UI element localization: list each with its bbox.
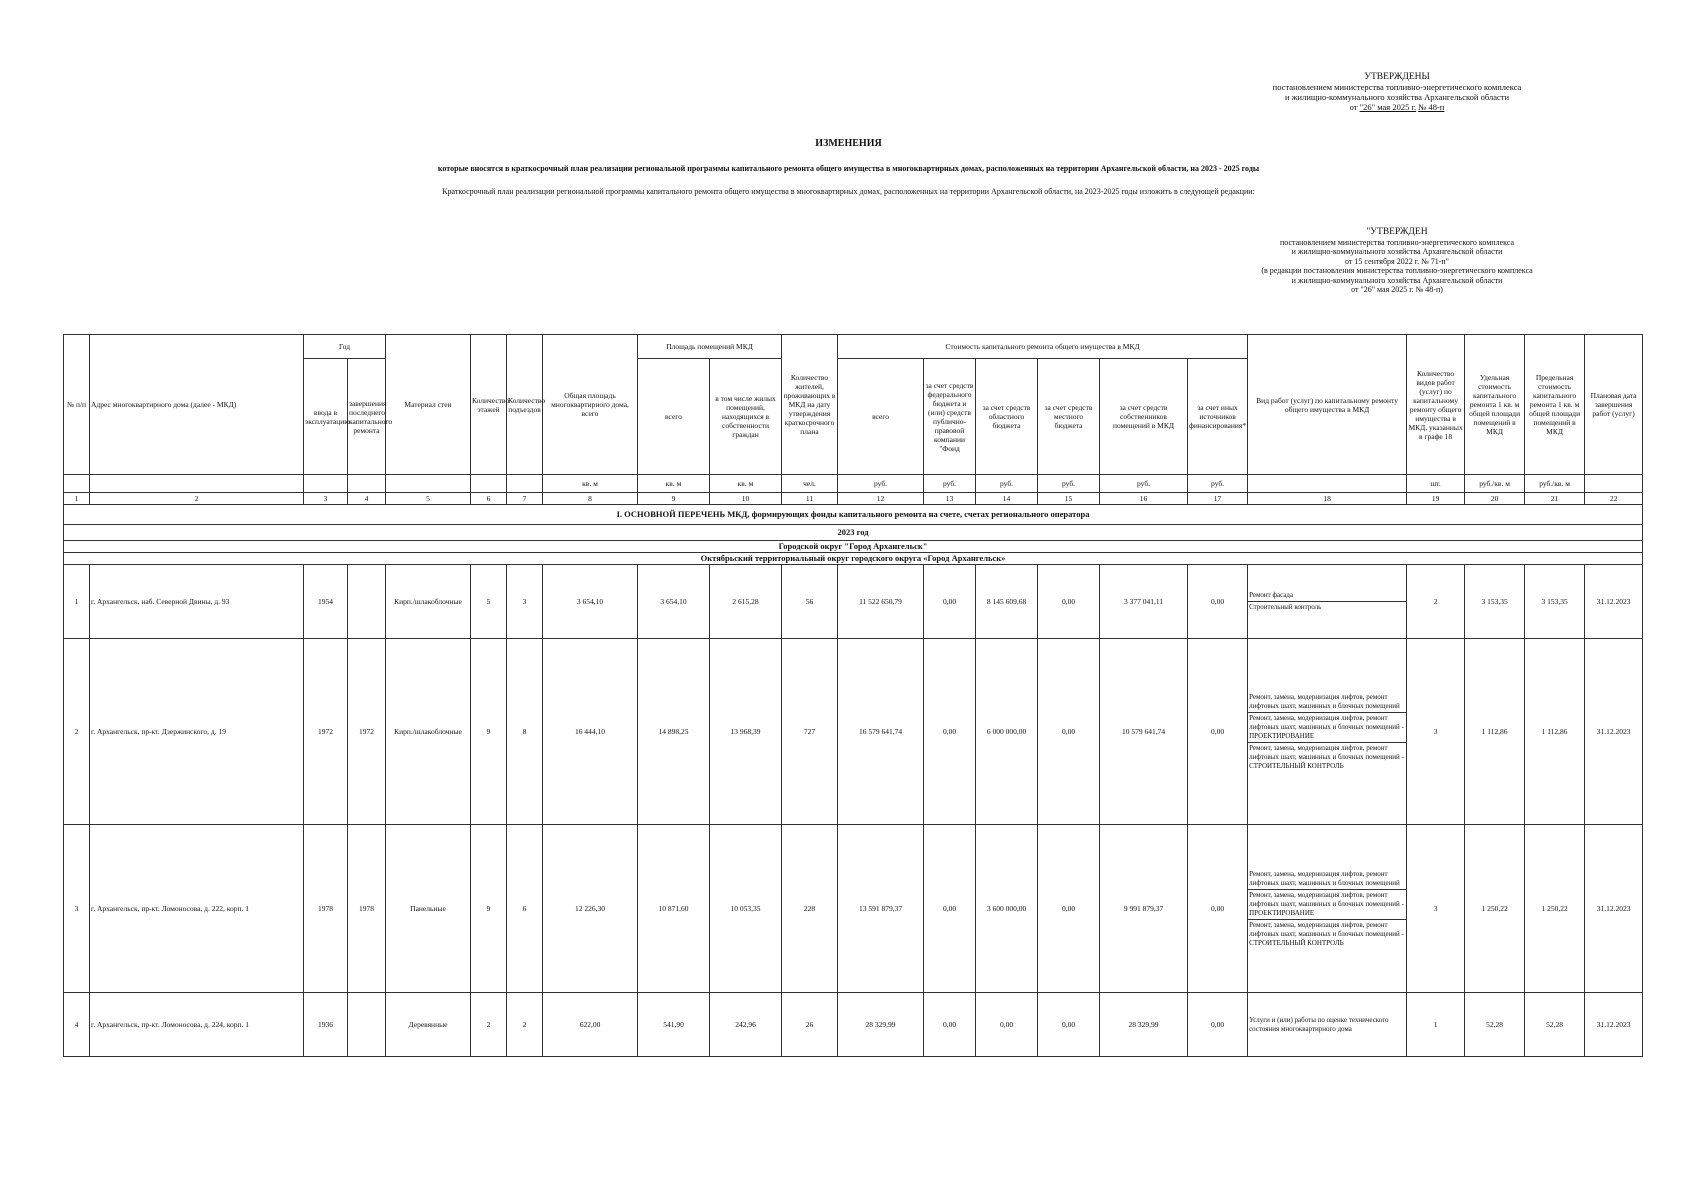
row-cost-total: 13 591 879,37 — [838, 825, 924, 993]
column-number-cell: 17 — [1188, 493, 1248, 505]
header-year-last-repair: завершения последнего капитального ремонта — [348, 359, 386, 475]
column-number-cell: 8 — [543, 493, 638, 505]
document-title: ИЗМЕНЕНИЯ — [815, 138, 882, 149]
row-premises-area: 10 871,60 — [638, 825, 710, 993]
row-year-commission: 1954 — [304, 565, 348, 639]
row-residents: 727 — [782, 639, 838, 825]
approval-line: постановлением министерства топливно-энергетического комплекса — [1272, 82, 1522, 92]
row-address: г. Архангельск, пр-кт. Дзержинского, д. 19 — [90, 639, 304, 825]
row-unit-cost: 1 250,22 — [1465, 825, 1525, 993]
approval-block-second — [1247, 228, 1547, 295]
row-year-commission: 1972 — [304, 639, 348, 825]
column-number-cell: 10 — [710, 493, 782, 505]
unit-cell: кв. м — [710, 475, 782, 493]
row-cost-local: 0,00 — [1038, 565, 1100, 639]
header-year-commission: ввода в эксплуатацию — [304, 359, 348, 475]
approval-line: и жилищно-коммунального хозяйства Архангельской области — [1291, 247, 1503, 256]
row-material: Кирп./шлакоблочные — [386, 565, 471, 639]
row-address: г. Архангельск, пр-кт. Ломоносова, д. 224, корп. 1 — [90, 993, 304, 1057]
row-cost-other: 0,00 — [1188, 565, 1248, 639]
row-cost-other: 0,00 — [1188, 639, 1248, 825]
approval-date-line: от "26" мая 2025 г. № 48-п — [1349, 102, 1445, 112]
row-cost-total: 11 522 650,79 — [838, 565, 924, 639]
row-residents: 26 — [782, 993, 838, 1057]
unit-cell: кв. м — [543, 475, 638, 493]
document-intro: Краткосрочный план реализации региональной программы капитального ремонта общего имущества в многоквартирных домах, расположенных на территории Архангельской области, на 2023-2025 годы изложить в следующей редакции: — [442, 187, 1255, 196]
row-cost-federal: 0,00 — [924, 639, 976, 825]
unit-cell: руб./кв. м — [1465, 475, 1525, 493]
row-cost-owners: 3 377 041,11 — [1100, 565, 1188, 639]
header-cost-other: за счет иных источников финансирования* — [1188, 359, 1248, 475]
header-address: Адрес многоквартирного дома (далее - МКД) — [90, 335, 304, 475]
approval-line: от "26" мая 2025 г. № 48-п) — [1351, 285, 1443, 294]
subdistrict-heading: Октябрьский территориальный округ городского округа «Город Архангельск» — [64, 553, 1643, 565]
row-plan-date: 31.12.2023 — [1585, 993, 1643, 1057]
row-cost-federal: 0,00 — [924, 993, 976, 1057]
column-number-cell: 16 — [1100, 493, 1188, 505]
row-entrances: 2 — [507, 993, 543, 1057]
row-floors: 9 — [471, 639, 507, 825]
section-heading: I. ОСНОВНОЙ ПЕРЕЧЕНЬ МКД, формирующих фонды капитального ремонта на счете, счетах регионального оператора — [64, 505, 1643, 525]
header-year: Год — [304, 335, 386, 359]
row-total-area: 16 444,10 — [543, 639, 638, 825]
header-cost-local: за счет средств местного бюджета — [1038, 359, 1100, 475]
header-cost: Стоимость капитального ремонта общего имущества в МКД — [838, 335, 1248, 359]
units-row — [64, 475, 1643, 493]
table-row — [64, 825, 1643, 993]
approval-block-top — [1247, 72, 1547, 112]
approval-line: постановлением министерства топливно-энергетического комплекса — [1279, 237, 1515, 247]
column-number-cell: 14 — [976, 493, 1038, 505]
table-row — [64, 993, 1643, 1057]
approval-heading: "УТВЕРЖДЕН — [1366, 227, 1428, 237]
approval-line: и жилищно-коммунального хозяйства Архангельской области — [1291, 275, 1503, 285]
header-plan-date: Плановая дата завершения работ (услуг) — [1585, 335, 1643, 475]
header-residents: Количество жителей, проживающих в МКД на дату утверждения краткосрочного плана — [782, 335, 838, 475]
row-unit-cost: 3 153,35 — [1465, 565, 1525, 639]
header-cost-regional: за счет средств областного бюджета — [976, 359, 1038, 475]
row-number: 4 — [64, 993, 90, 1057]
header-num: № п/п — [64, 335, 90, 475]
row-floors: 2 — [471, 993, 507, 1057]
row-cost-local: 0,00 — [1038, 639, 1100, 825]
row-number: 3 — [64, 825, 90, 993]
row-premises-area: 14 898,25 — [638, 639, 710, 825]
row-cost-local: 0,00 — [1038, 993, 1100, 1057]
row-max-cost: 1 112,86 — [1525, 639, 1585, 825]
row-number: 1 — [64, 565, 90, 639]
row-unit-cost: 1 112,86 — [1465, 639, 1525, 825]
column-number-cell: 5 — [386, 493, 471, 505]
row-works-count: 1 — [1407, 993, 1465, 1057]
row-total-area: 12 226,30 — [543, 825, 638, 993]
header-max-cost: Предельная стоимость капитального ремонта 1 кв. м общей площади помещений в МКД — [1525, 335, 1585, 475]
approval-line: от 15 сентября 2022 г. № 71-п" — [1345, 256, 1449, 266]
approval-heading: УТВЕРЖДЕНЫ — [1364, 72, 1430, 82]
header-premises-citizens: в том числе жилых помещений, находящихся в собственности граждан — [710, 359, 782, 475]
year-heading: 2023 год — [64, 525, 1643, 541]
header-premises-total: всего — [638, 359, 710, 475]
row-year-commission: 1978 — [304, 825, 348, 993]
work-item: Ремонт, замена, модернизация лифтов, ремонт лифтовых шахт, машинных и блочных помещений - ПРОЕКТИРОВАНИЕ — [1248, 889, 1406, 919]
column-number-cell: 12 — [838, 493, 924, 505]
unit-cell: руб./кв. м — [1525, 475, 1585, 493]
row-cost-other: 0,00 — [1188, 993, 1248, 1057]
column-number-cell: 21 — [1525, 493, 1585, 505]
work-item: Строительный контроль — [1249, 603, 1322, 611]
row-material: Панельные — [386, 825, 471, 993]
row-year-repair: 1972 — [348, 639, 386, 825]
header-cost-federal: за счет средств федерального бюджета и (или) средств публично-правовой компании "Фонд — [924, 359, 976, 475]
row-cost-owners: 9 991 879,37 — [1100, 825, 1188, 993]
row-cost-total: 16 579 641,74 — [838, 639, 924, 825]
row-entrances: 6 — [507, 825, 543, 993]
header-entrances: Количество подъездов — [507, 335, 543, 475]
work-item: Ремонт, замена, модернизация лифтов, ремонт лифтовых шахт, машинных и блочных помещений - ПРОЕКТИРОВАНИЕ — [1248, 712, 1406, 742]
column-number-cell: 19 — [1407, 493, 1465, 505]
row-year-commission: 1936 — [304, 993, 348, 1057]
row-citizens-area: 2 615,28 — [710, 565, 782, 639]
row-works — [1248, 993, 1407, 1057]
row-residents: 228 — [782, 825, 838, 993]
row-cost-federal: 0,00 — [924, 565, 976, 639]
row-premises-area: 3 654,10 — [638, 565, 710, 639]
unit-cell: руб. — [1038, 475, 1100, 493]
row-entrances: 8 — [507, 639, 543, 825]
row-entrances: 3 — [507, 565, 543, 639]
header-total-area: Общая площадь многоквартирного дома, всего — [543, 335, 638, 475]
table-row — [64, 565, 1643, 639]
row-max-cost: 1 250,22 — [1525, 825, 1585, 993]
capital-repair-table — [63, 334, 1643, 1057]
work-item: Ремонт, замена, модернизация лифтов, ремонт лифтовых шахт, машинных и блочных помещений - СТРОИТЕЛЬНЫЙ КОНТРОЛЬ — [1249, 920, 1404, 947]
work-item: Ремонт фасада — [1248, 590, 1406, 602]
row-residents: 56 — [782, 565, 838, 639]
row-cost-regional: 6 000 000,00 — [976, 639, 1038, 825]
column-number-cell: 18 — [1248, 493, 1407, 505]
header-works: Вид работ (услуг) по капитальному ремонту общего имущества в МКД — [1248, 335, 1407, 475]
column-number-cell: 11 — [782, 493, 838, 505]
unit-cell: руб. — [924, 475, 976, 493]
row-max-cost: 52,28 — [1525, 993, 1585, 1057]
unit-cell: шт. — [1407, 475, 1465, 493]
row-material: Кирп./шлакоблочные — [386, 639, 471, 825]
row-floors: 9 — [471, 825, 507, 993]
column-number-cell: 15 — [1038, 493, 1100, 505]
row-max-cost: 3 153,35 — [1525, 565, 1585, 639]
header-floors: Количество этажей — [471, 335, 507, 475]
header-cost-total: всего — [838, 359, 924, 475]
row-floors: 5 — [471, 565, 507, 639]
column-number-cell: 1 — [64, 493, 90, 505]
row-works-count: 3 — [1407, 639, 1465, 825]
unit-cell: кв. м — [638, 475, 710, 493]
work-item: Ремонт, замена, модернизация лифтов, ремонт лифтовых шахт, машинных и блочных помещений — [1248, 692, 1406, 713]
header-premises-area: Площадь помещений МКД — [638, 335, 782, 359]
column-number-cell: 4 — [348, 493, 386, 505]
header-works-count: Количество видов работ (услуг) по капитальному ремонту общего имущества в МКД, указанных в графе 18 — [1407, 335, 1465, 475]
column-number-cell: 9 — [638, 493, 710, 505]
row-year-repair — [348, 565, 386, 639]
column-number-row — [64, 493, 1643, 505]
row-plan-date: 31.12.2023 — [1585, 825, 1643, 993]
unit-cell: руб. — [976, 475, 1038, 493]
row-cost-regional: 3 600 000,00 — [976, 825, 1038, 993]
row-citizens-area: 13 968,39 — [710, 639, 782, 825]
row-address: г. Архангельск, наб. Северной Двины, д. 93 — [90, 565, 304, 639]
column-number-cell: 20 — [1465, 493, 1525, 505]
work-item: Ремонт, замена, модернизация лифтов, ремонт лифтовых шахт, машинных и блочных помещений — [1248, 869, 1406, 890]
row-number: 2 — [64, 639, 90, 825]
row-year-repair — [348, 993, 386, 1057]
column-number-cell: 6 — [471, 493, 507, 505]
row-works-count: 3 — [1407, 825, 1465, 993]
unit-cell: руб. — [838, 475, 924, 493]
row-cost-owners: 10 579 641,74 — [1100, 639, 1188, 825]
column-number-cell: 3 — [304, 493, 348, 505]
row-works — [1248, 565, 1407, 639]
row-works — [1248, 825, 1407, 993]
unit-cell: чел. — [782, 475, 838, 493]
header-wall-material: Материал стен — [386, 335, 471, 475]
row-unit-cost: 52,28 — [1465, 993, 1525, 1057]
row-cost-owners: 28 329,99 — [1100, 993, 1188, 1057]
table-body — [64, 553, 1643, 1057]
table-row — [64, 639, 1643, 825]
unit-cell: руб. — [1188, 475, 1248, 493]
row-citizens-area: 10 053,35 — [710, 825, 782, 993]
work-item: Ремонт, замена, модернизация лифтов, ремонт лифтовых шахт, машинных и блочных помещений - СТРОИТЕЛЬНЫЙ КОНТРОЛЬ — [1249, 743, 1404, 770]
column-number-cell: 7 — [507, 493, 543, 505]
row-year-repair: 1978 — [348, 825, 386, 993]
row-total-area: 622,00 — [543, 993, 638, 1057]
row-cost-other: 0,00 — [1188, 825, 1248, 993]
approval-line: и жилищно-коммунального хозяйства Архангельской области — [1284, 92, 1510, 102]
row-works — [1248, 639, 1407, 825]
row-citizens-area: 242,96 — [710, 993, 782, 1057]
row-plan-date: 31.12.2023 — [1585, 565, 1643, 639]
row-cost-regional: 8 145 609,68 — [976, 565, 1038, 639]
row-plan-date: 31.12.2023 — [1585, 639, 1643, 825]
row-works-count: 2 — [1407, 565, 1465, 639]
district-heading: Городской округ "Город Архангельск" — [64, 541, 1643, 553]
column-number-cell: 2 — [90, 493, 304, 505]
unit-cell: руб. — [1100, 475, 1188, 493]
row-cost-federal: 0,00 — [924, 825, 976, 993]
column-number-cell: 22 — [1585, 493, 1643, 505]
column-number-cell: 13 — [924, 493, 976, 505]
header-unit-cost: Удельная стоимость капитального ремонта 1 кв. м общей площади помещений в МКД — [1465, 335, 1525, 475]
row-cost-local: 0,00 — [1038, 825, 1100, 993]
row-cost-regional: 0,00 — [976, 993, 1038, 1057]
row-cost-total: 28 329,99 — [838, 993, 924, 1057]
row-address: г. Архангельск, пр-кт. Ломоносова, д. 222, корп. 1 — [90, 825, 304, 993]
row-premises-area: 541,90 — [638, 993, 710, 1057]
approval-line: (в редакции постановления министерства топливно-энергетического комплекса — [1261, 266, 1533, 275]
document-subtitle: которые вносятся в краткосрочный план реализации региональной программы капитального ремонта общего имущества в многоквартирных домах, расположенных на территории Архангельской области, на 2023 - 2025 годы — [437, 164, 1260, 173]
header-cost-owners: за счет средств собственников помещений в МКД — [1100, 359, 1188, 475]
row-total-area: 3 654,10 — [543, 565, 638, 639]
work-item: Услуги и (или) работы по оценке технического состояния многоквартирного дома — [1249, 1015, 1389, 1033]
row-material: Деревянные — [386, 993, 471, 1057]
